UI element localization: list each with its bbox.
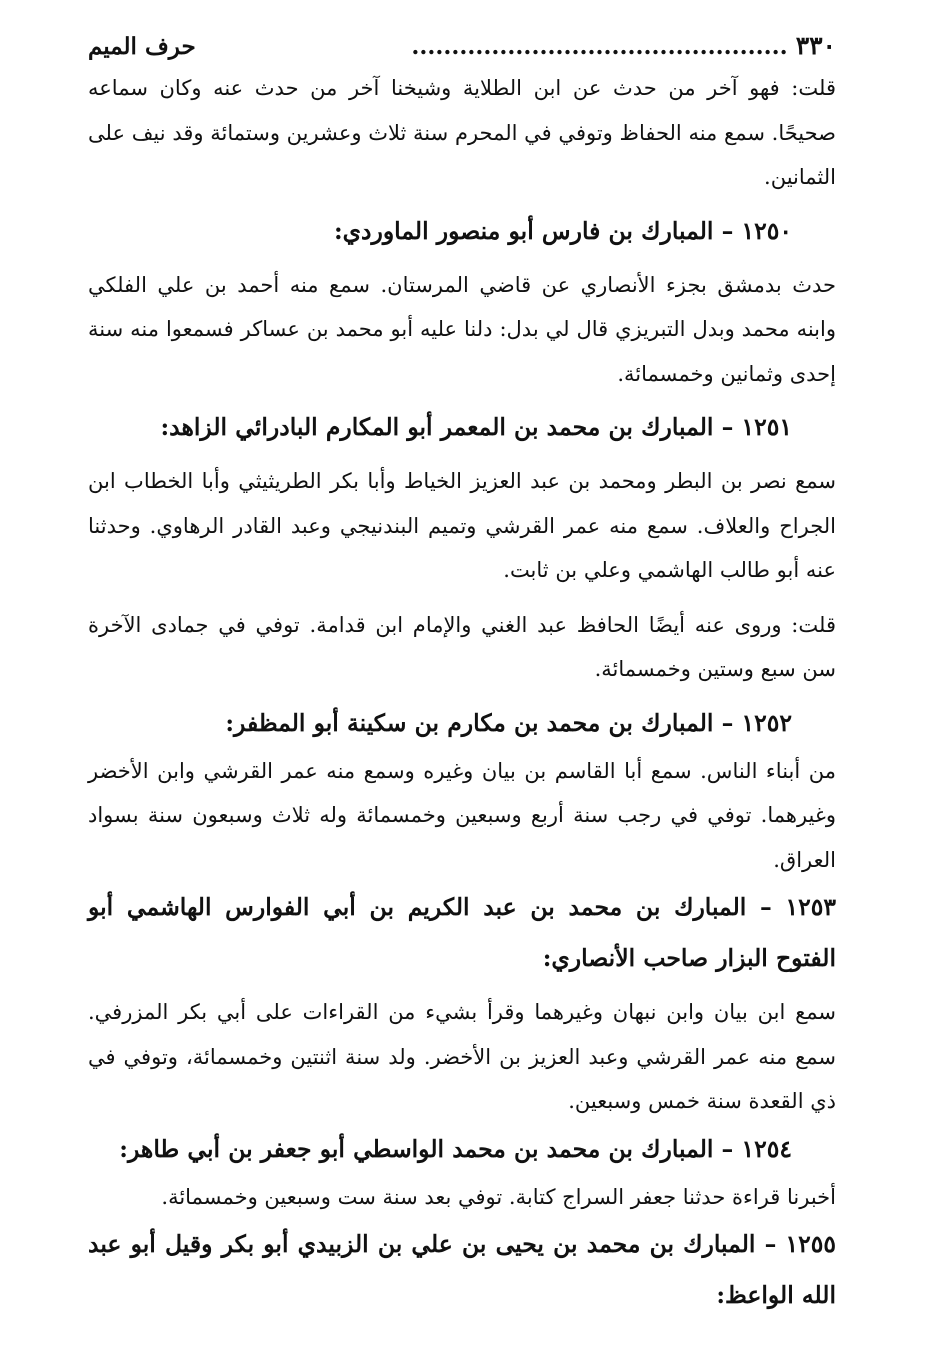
entry-paragraph: سمع نصر بن البطر ومحمد بن عبد العزيز الخياط وأبا بكر الطريثيثي وأبا الخطاب ابن الجراح والعلاف. سمع منه عمر القرشي وتميم البندنيجي وعبد القادر الرهاوي. وحدثنا عنه أبو طالب الهاشمي وعلي بن ثابت. [88,469,836,582]
entry-paragraph: حدث بدمشق بجزء الأنصاري عن قاضي المرستان. سمع منه أحمد بن علي الفلكي وابنه محمد وبدل التبريزي قال لي بدل: دلنا عليه أبو محمد بن عساكر فسمعوا منه سنة إحدى وثمانين وخمسمائة. [88,272,836,386]
entry-paragraph: سمع ابن بيان وابن نبهان وغيرهما وقرأ بشيء من القراءات على أبي بكر المزرفي. سمع منه عمر القرشي وعبد العزيز بن الأخضر. ولد سنة اثنتين وخمسمائة، وتوفي في ذي القعدة سنة خمس وسبعين. [88,1000,836,1113]
entry-paragraph: من أبناء الناس. سمع أبا القاسم بن بيان وغيره وسمع منه عمر القرشي وابن الأخضر وغيرهما. توفي في رجب سنة أربع وسبعين وخمسمائة وله ثلاث وسبعون سنة بسواد العراق. [88,758,836,872]
header-dots: ............................................... [411,33,788,60]
entry-heading-1253: ١٢٥٣ – المبارك بن محمد بن عبد الكريم بن أبي الفوارس الهاشمي أبو الفتوح البزار صاحب الأنصاري: [88,893,836,972]
entry-heading-1254: ١٢٥٤ – المبارك بن محمد بن محمد الواسطي أبو جعفر بن أبي طاهر: [119,1134,792,1163]
entry-heading-1250: ١٢٥٠ – المبارك بن فارس أبو منصور الماوردي: [333,216,792,245]
intro-note-paragraph: قلت: فهو آخر من حدث عن ابن الطلاية وشيخنا آخر من حدث عنه وكان سماعه صحيحًا. سمع منه الحفاظ وتوفي في المحرم سنة ثلاث وعشرين وستمائة وقد نيف على الثمانين. [88,76,836,189]
entry-note-paragraph: قلت: وروى عنه أيضًا الحافظ عبد الغني والإمام ابن قدامة. توفي في جمادى الآخرة سن سبع وستين وخمسمائة. [88,612,836,681]
chapter-title: حرف الميم [88,33,196,60]
page-number: ٣٣٠ [795,31,836,60]
entry-paragraph: أخبرنا قراءة حدثنا جعفر السراج كتابة. توفي بعد سنة ست وسبعين وخمسمائة. [161,1184,836,1209]
book-page [88,26,836,1321]
entry-heading-1255: ١٢٥٥ – المبارك بن محمد بن يحيى بن علي بن الزبيدي أبو بكر وقيل أبو عبد الله الواعظ: [88,1230,836,1309]
running-header [88,26,836,66]
entry-heading-1251: ١٢٥١ – المبارك بن محمد بن المعمر أبو المكارم البادرائي الزاهد: [160,413,792,441]
entry-heading-1252: ١٢٥٢ – المبارك بن محمد بن مكارم بن سكينة أبو المظفر: [225,708,792,737]
